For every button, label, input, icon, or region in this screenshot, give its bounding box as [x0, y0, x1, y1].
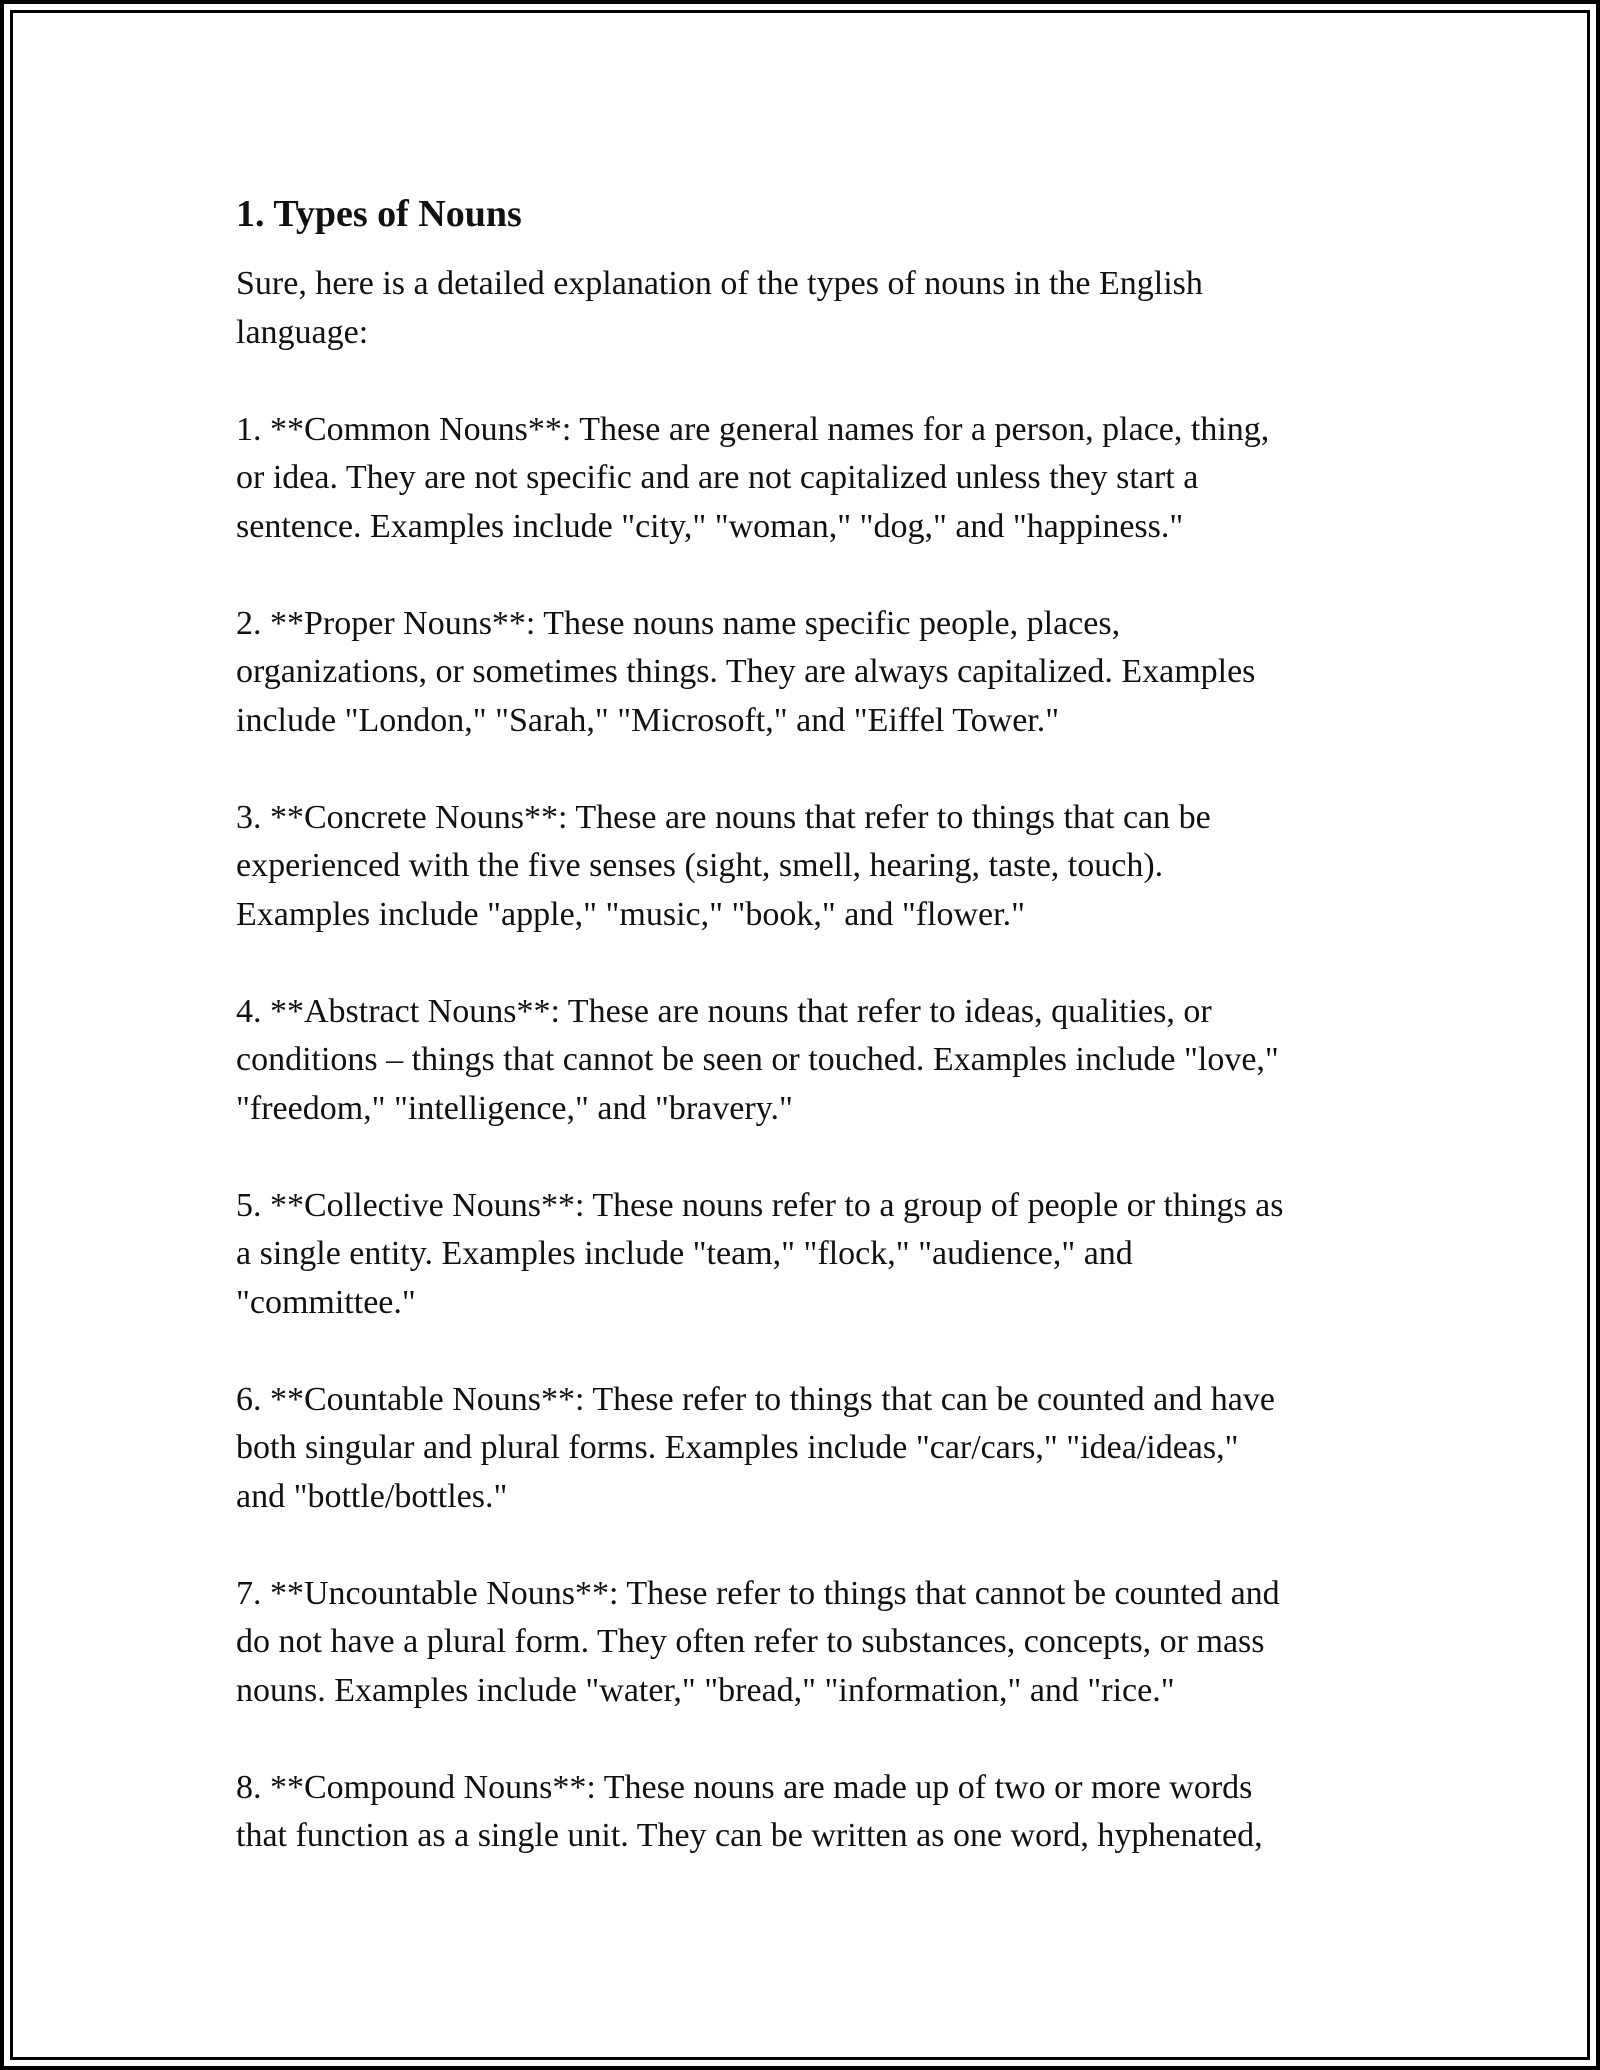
list-item-compound-nouns: 8. **Compound Nouns**: These nouns are made up of two or more words that function as a single unit. They can be written as one word, hyphenated,: [236, 1768, 1263, 1854]
list-item-uncountable-nouns: 7. **Uncountable Nouns**: These refer to things that cannot be counted and do not have a plural form. They often refer to substances, concepts, or mass nouns. Examples include "water," "bread," "information," and "rice.": [236, 1574, 1280, 1709]
list-item-abstract-nouns: 4. **Abstract Nouns**: These are nouns that refer to ideas, qualities, or conditions – things that cannot be seen or touched. Examples include "love," "freedom," "intelligence," and "bravery.": [236, 992, 1279, 1127]
list-item-concrete-nouns: 3. **Concrete Nouns**: These are nouns that refer to things that can be experienced with the five senses (sight, smell, hearing, taste, touch). Examples include "apple," "music," "book," and "flower.": [236, 798, 1211, 933]
list-item-countable-nouns: 6. **Countable Nouns**: These refer to things that can be counted and have both singular and plural forms. Examples include "car/cars," "idea/ideas," and "bottle/bottles.": [236, 1380, 1275, 1515]
list-item-proper-nouns: 2. **Proper Nouns**: These nouns name specific people, places, organizations, or sometimes things. They are always capitalized. Examples include "London," "Sarah," "Microsoft," and "Eiffel Tower.": [236, 604, 1256, 739]
intro-paragraph: Sure, here is a detailed explanation of the types of nouns in the English language:: [236, 265, 1203, 351]
document-body: [236, 186, 1386, 1909]
list-item-common-nouns: 1. **Common Nouns**: These are general names for a person, place, thing, or idea. They are not specific and are not capitalized unless they start a sentence. Examples include "city," "woman," "dog," and "happiness.": [236, 410, 1270, 545]
list-item-collective-nouns: 5. **Collective Nouns**: These nouns refer to a group of people or things as a single entity. Examples include "team," "flock," "audience," and "committee.": [236, 1186, 1284, 1321]
page-title: 1. Types of Nouns: [236, 193, 522, 235]
